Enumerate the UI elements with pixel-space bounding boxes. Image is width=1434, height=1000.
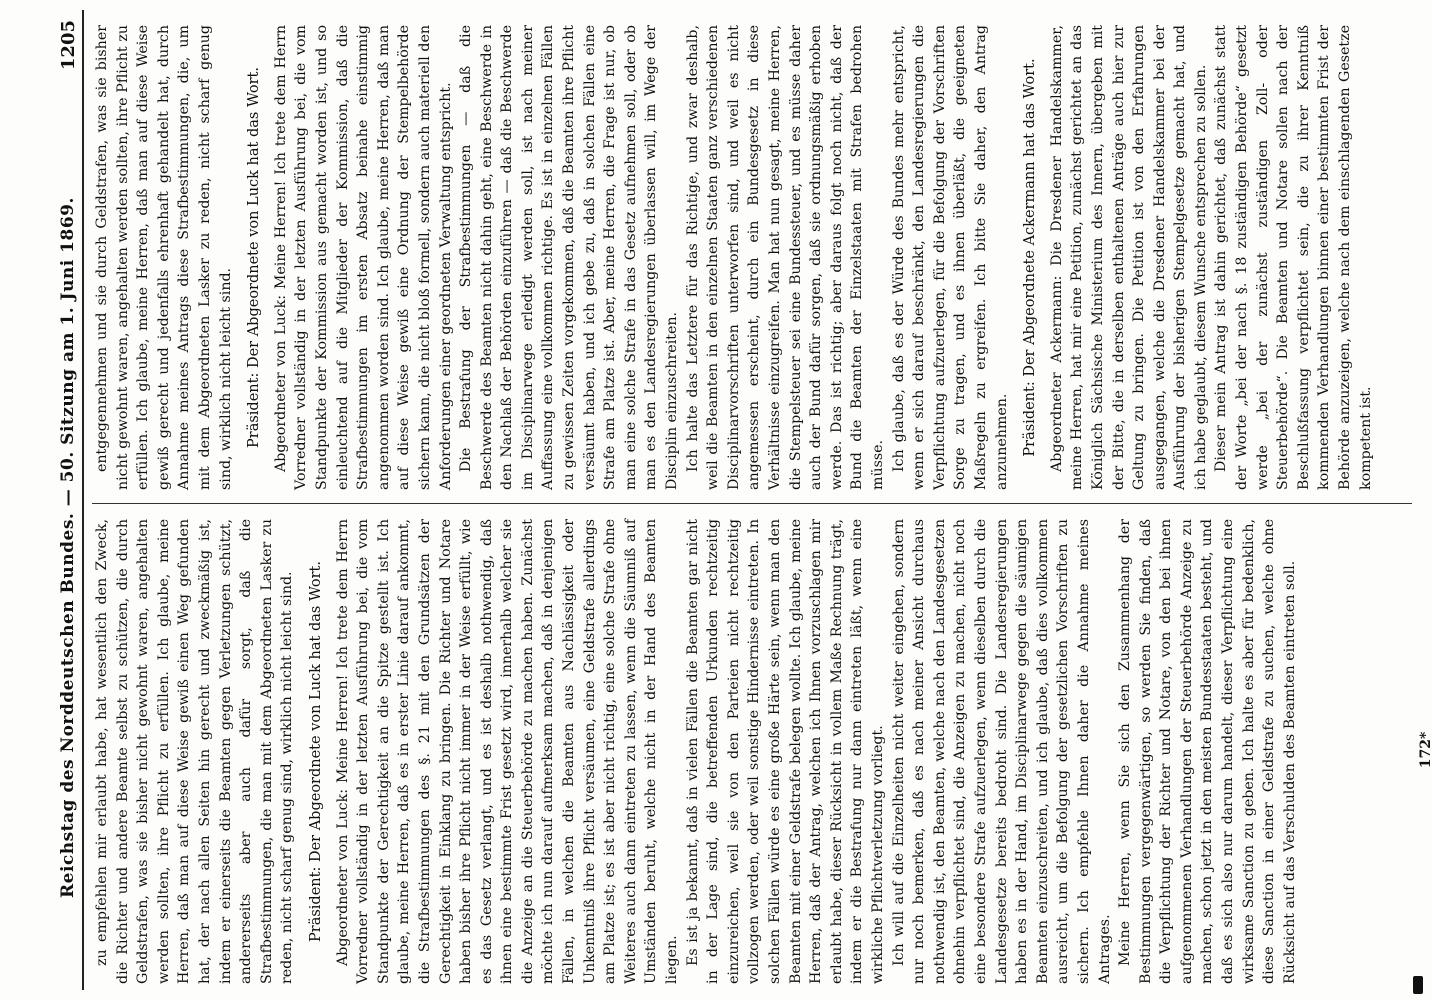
- paragraph: zu empfehlen mir erlaubt habe, hat wesentlich den Zweck, die Richter und andere Beamte selbst zu schützen, die durch Geldstrafen, was sie bisher nicht gewohnt waren, angehalten werden sollten, ihre Pflicht zu erfüllen. Ich glaube, meine Herren, daß man auf diese Weise gewiß einen Weg gefunden hat, der nach allen Seiten hin gerecht und zweckmäßig ist, indem er einerseits die Beamten gegen Verletzungen schützt, andererseits aber auch dafür sorgt, daß die Strafbestimmungen, die man mit dem Abgeordneten Lasker zu reden, nicht scharf genug sind, wirklich nicht leicht sind.: [94, 519, 296, 984]
- paragraph: Ich will auf die Einzelheiten nicht weiter eingehen, sondern nur noch bemerken, daß es nach meiner Ansicht durchaus nothwendig ist, den Beamten, welche nach den Landesgesetzen ohnehin verpflichtet sind, die Anzeigen zu machen, nicht noch eine besondere Strafe aufzuerlegen, wenn dieselben durch die Landesgesetze bereits bedroht sind. Die Landesregierungen haben es in der Hand, im Disciplinarwege gegen die säumigen Beamten einzuschreiten, und ich glaube, daß dies vollkommen ausreicht, um die Befolgung der gesetzlichen Vorschriften zu sichern. Ich empfehle Ihnen daher die Annahme meines Antrages.: [890, 519, 1113, 984]
- speaker-heading: Präsident: Der Abgeordnete Ackermann hat das Wort.: [1022, 58, 1039, 457]
- paragraph: Abgeordneter von Luck: Meine Herren! Ich trete dem Herrn Vorredner vollständig in der letzten Ausführung bei, die vom Standpunkte der Gerechtigkeit an die Spitze gestellt ist. Ich glaube, meine Herren, daß es in erster Linie darauf ankommt, die Strafbestimmungen des §. 21 mit den Grundsätzen der Gerechtigkeit in Einklang zu bringen. Die Richter und Notare haben bisher ihre Pflicht nicht immer in der Weise erfüllt, wie es das Gesetz verlangt, und es ist deshalb nothwendig, daß ihnen eine bestimmte Frist gesetzt wird, innerhalb welcher sie die Anzeige an die Steuerbehörde zu machen haben. Zunächst möchte ich nun darauf aufmerksam machen, daß in denjenigen Fällen, in welchen die Beamten aus Nachlässigkeit oder Unkenntniß ihre Pflicht versäumen, eine Geldstrafe allerdings am Platze ist; es ist aber nicht richtig, eine solche Strafe ohne Weiteres auch dann eintreten zu lassen, wenn die Säumniß auf Umständen beruht, welche nicht in der Hand des Beamten liegen.: [334, 519, 681, 984]
- paragraph: Ich halte das Letztere für das Richtige, und zwar deshalb, weil die Beamten in den einzelnen Staaten ganz verschiedenen Disciplinarvorschriften unterworfen sind, und weil es nicht angemessen erscheint, durch ein Bundesgesetz in diese Verhältnisse einzugreifen. Man hat nun gesagt, meine Herren, die Stempelsteuer sei eine Bundessteuer, und es müsse daher auch der Bund dafür sorgen, daß sie ordnungsmäßig erhoben werde. Das ist richtig; aber daraus folgt noch nicht, daß der Bund die Beamten der Einzelstaaten mit Strafen bedrohen müsse.: [684, 25, 886, 490]
- paragraph: Es ist ja bekannt, daß in vielen Fällen die Beamten gar nicht in der Lage sind, die betreffenden Urkunden rechtzeitig einzureichen, weil sie von den Parteien nicht rechtzeitig vollzogen werden, oder weil sonstige Hindernisse eintreten. In solchen Fällen würde es eine große Härte sein, wenn man den Beamten mit einer Geldstrafe belegen wollte. Ich glaube, meine Herren, daß der Antrag, welchen ich Ihnen vorzuschlagen mir erlaubt habe, dieser Rücksicht in vollem Maße Rechnung trägt, indem er die Bestrafung nur dann eintreten läßt, wenn eine wirkliche Pflichtverletzung vorliegt.: [684, 519, 886, 984]
- page-number: 1205: [58, 20, 79, 71]
- sheet-signature: 172*: [1418, 731, 1434, 769]
- left-column: [92, 519, 1432, 984]
- paragraph: Abgeordneter von Luck: Meine Herren! Ich trete dem Herrn Vorredner vollständig in der letzten Ausführung bei, die vom Standpunkte der Kommission aus gemacht worden ist, und so einleuchtend auf die Mitglieder der Kommission, daß die Strafbestimmungen im ersten Absatz beinahe einstimmig angenommen worden sind. Ich glaube, meine Herren, daß man auf diese Weise gewiß eine Ordnung der Stempelbehörde sichern kann, die nicht bloß formell, sondern auch materiell den Anforderungen einer geordneten Verwaltung entspricht.: [272, 25, 454, 490]
- speaker-heading: Präsident: Der Abgeordnete von Luck hat das Wort.: [246, 67, 263, 448]
- header-title: Reichstag des Norddeutschen Bundes. — 50. Sitzung am 1. Juni 1869.: [58, 197, 78, 898]
- page-header: [58, 10, 84, 990]
- paragraph: entgegennehmen und sie durch Geldstrafen, was sie bisher nicht gewohnt waren, angehalten werden sollten, ihre Pflicht zu erfüllen. Ich glaube, meine Herren, daß man auf diese Weise gewiß gerecht und jedenfalls ehrenhaft gehandelt hat, durch Annahme meines Antrags diese Strafbestimmungen, die, um mit dem Abgeordneten Lasker zu reden, nicht scharf genug sind, wirklich nicht leicht sind.: [94, 25, 234, 490]
- paragraph: Dieser mein Antrag ist dahin gerichtet, daß zunächst statt der Worte „bei der nach §. 18 zuständigen Behörde“ gesetzt werde „bei der zunächst zuständigen Zoll- oder Steuerbehörde“. Die Beamten und Notare sollen nach der Beschlußfassung verpflichtet sein, die zu ihrer Kenntniß kommenden Verhandlungen binnen einer bestimmten Frist der Behörde anzuzeigen, welche nach dem einschlagenden Gesetze kompetent ist.: [1213, 25, 1374, 490]
- paragraph: Ich glaube, daß es der Würde des Bundes mehr entspricht, wenn er sich darauf beschränkt, den Landesregierungen die Verpflichtung aufzuerlegen, für die Befolgung der Vorschriften Sorge zu tragen, und es ihnen überläßt, die geeigneten Maßregeln zu ergreifen. Ich bitte Sie daher, den Antrag anzunehmen.: [890, 25, 1010, 490]
- column-divider: [92, 503, 1412, 504]
- speaker-heading: Präsident: Der Abgeordnete von Luck hat das Wort.: [307, 561, 324, 942]
- right-column: [92, 25, 1432, 490]
- paragraph: Die Bestrafung der Strafbestimmungen — daß die Beschwerde des Beamten nicht dahin geht, eine Beschwerde in den Nachlaß der Behörden einzuführen — daß die Beschwerde im Disciplinarwege erledigt werden soll, ist nach meiner Auffassung eine vollkommen richtige. Es ist in einzelnen Fällen zu gewissen Zeiten vorgekommen, daß die Beamten ihre Pflicht versäumt haben, und ich gebe zu, daß in solchen Fällen eine Strafe am Platze ist. Aber, meine Herren, die Frage ist nur, ob man eine solche Strafe in das Gesetz aufnehmen soll, oder ob man es den Landesregierungen überlassen will, im Wege der Disciplin einzuschreiten.: [458, 25, 681, 490]
- paragraph: Abgeordneter Ackermann: Die Dresdener Handelskammer, meine Herren, hat mir eine Petition, zunächst gerichtet an das Königlich Sächsische Ministerium des Innern, übergeben mit der Bitte, die in derselben enthaltenen Anträge auch hier zur Geltung zu bringen. Die Petition ist von den Erfahrungen ausgegangen, welche die Dresdener Handelskammer bei der Ausführung der bisherigen Stempelgesetze gemacht hat, und ich habe geglaubt, diesem Wunsche entsprechen zu sollen.: [1048, 25, 1209, 490]
- paragraph: Meine Herren, wenn Sie sich den Zusammenhang der Bestimmungen vergegenwärtigen, so werden Sie finden, daß die Verpflichtung der Richter und Notare, von den bei ihnen aufgenommenen Verhandlungen der Steuerbehörde Anzeige zu machen, schon jetzt in den meisten Bundesstaaten besteht, und daß es sich also nur darum handelt, dieser Verpflichtung eine wirksame Sanction zu geben. Ich halte es aber für bedenklich, diese Sanction in einer Geldstrafe zu suchen, welche ohne Rücksicht auf das Verschulden des Beamten eintreten soll.: [1117, 519, 1298, 984]
- scan-corner-mark: [1413, 976, 1423, 994]
